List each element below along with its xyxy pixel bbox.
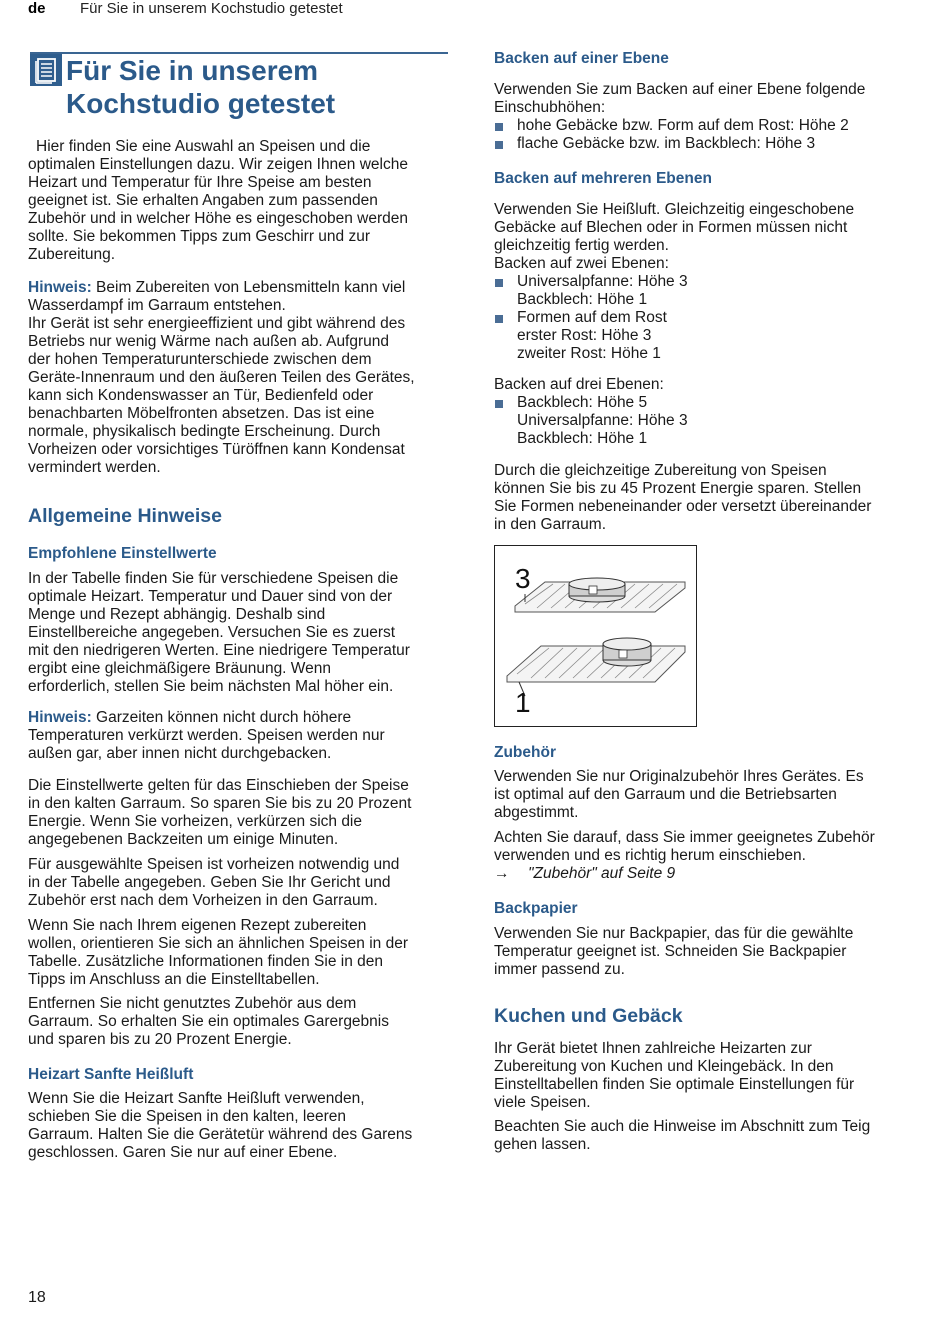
drei-ebenen-bullet-list [494, 394, 918, 448]
ebene-paragraph [494, 81, 918, 117]
text-line: Gebäcke auf Blechen oder in Formen müssen nicht [494, 219, 848, 236]
text-line: in der Tabelle angegeben. Geben Sie Ihr Gericht und [28, 874, 391, 891]
text-line: Verwenden Sie Heißluft. Gleichzeitig eingeschobene [494, 201, 855, 218]
text-line: ergibt eine gleichmäßigere Bräunung. Wenn [28, 660, 332, 677]
page-number: 18 [28, 1289, 46, 1306]
running-title: Für Sie in unserem Kochstudio getestet [80, 0, 343, 17]
text-line: Garraum. Halten Sie die Gerätetür während des Garens [28, 1126, 413, 1143]
text-line: Vorheizen oder vorsichtiges Türöffnen kann Kondensat [28, 441, 405, 458]
text-line: in den kalten Garraum. So sparen Sie bis zu 20 Prozent [28, 795, 412, 812]
text-line: Formen auf dem Rost [517, 309, 667, 326]
kuchen-paragraph [494, 1040, 918, 1112]
paragraph-eigenes-rezept [28, 917, 448, 989]
text-line: Backblech: Höhe 5 [517, 394, 648, 411]
text-line: Zubereitung von Kuchen und Kleingebäck. In den [494, 1058, 834, 1075]
text-line: Tipps im Anschluss an die Einstelltabellen. [28, 971, 320, 988]
text-line: können Sie bis zu 45 Prozent Energie sparen. Stellen [494, 480, 862, 497]
right-column [494, 0, 918, 1153]
bullet-icon [495, 400, 503, 408]
list-item [494, 309, 918, 363]
text-line: Betriebs nur wenig Wärme nach außen ab. Aufgrund [28, 333, 390, 350]
text-line: zweiter Rost: Höhe 1 [517, 345, 661, 362]
text-line: Menge und Rezept abhängig. Deshalb sind [28, 606, 326, 623]
text-line: Energie. Wenn Sie vorheizen, verkürzen sich die [28, 813, 362, 830]
hint-energy [28, 279, 448, 477]
paragraph-einstellwerte [28, 777, 448, 849]
text-line: ist optimal auf den Garraum und die Betriebsarten [494, 786, 837, 803]
subheading-backen-mehrere-ebenen: Backen auf mehreren Ebenen [494, 170, 712, 187]
cross-reference-text[interactable]: "Zubehör" auf Seite 9 [528, 865, 676, 882]
text-line: Einstelltabellen finden Sie optimale Einstellungen für [494, 1076, 855, 1093]
empfohlene-paragraph [28, 570, 448, 696]
text-line: Zubehör erst nach dem Vorheizen in den Garraum. [28, 892, 378, 909]
bullet-icon [495, 123, 503, 131]
text-line: Backblech: Höhe 1 [517, 430, 648, 447]
subheading-backen-einer-ebene: Backen auf einer Ebene [494, 50, 669, 67]
text-line: abgestimmt. [494, 804, 579, 821]
achten-paragraph [494, 829, 918, 865]
beachten-paragraph [494, 1118, 918, 1154]
text-line: der hohen Temperaturunterschiede zwischen dem [28, 351, 372, 368]
text-line: erster Rost: Höhe 3 [517, 327, 652, 344]
text-line: schieben Sie die Speisen in den kalten, leeren [28, 1108, 346, 1125]
upper-pan-icon [569, 578, 625, 602]
text-line: Ihr Gerät ist sehr energieeffizient und gibt während des [28, 315, 406, 332]
language-code: de [28, 0, 46, 17]
paragraph-zubehoer-entfernen [28, 995, 448, 1049]
text-line: Achten Sie darauf, dass Sie immer geeignetes Zubehör [494, 829, 875, 846]
text-line: Backblech: Höhe 1 [517, 291, 648, 308]
text-line: Backen auf zwei Ebenen: [494, 255, 669, 272]
text-line: optimalen Einstellungen dazu. Wir zeigen Ihnen welche [28, 156, 408, 173]
text-line: kann sich Kondenswasser an Tür, Bedienfeld oder [28, 387, 374, 404]
text-line: Universalpfanne: Höhe 3 [517, 412, 688, 429]
text-line: Wasserdampf im Garraum entstehen. [28, 297, 286, 314]
text-line: Tabelle. Zusätzliche Informationen finden Sie in den [28, 953, 383, 970]
energie-paragraph [494, 462, 918, 534]
text-line: in den Garraum. [494, 516, 606, 533]
hint-garzeiten [28, 709, 448, 763]
oven-rack-illustration [494, 545, 697, 727]
text-line: geschlossen. Garen Sie nur auf einer Ebene. [28, 1144, 338, 1161]
text-line: Durch die gleichzeitige Zubereitung von Speisen [494, 462, 827, 479]
intro-paragraph [28, 138, 448, 264]
list-item [494, 273, 918, 309]
text-line: Geräte-Innenraum und den äußeren Teilen des Gerätes, [28, 369, 415, 386]
text-line: gleichzeitig fertig werden. [494, 237, 669, 254]
text-line: Temperatur geeignet ist. Schneiden Sie Backpapier [494, 943, 847, 960]
text-line: wollen, orientieren Sie sich an ähnlichen Speisen in der [28, 935, 408, 952]
text-line: außen gar, aber innen nicht durchgebacken. [28, 745, 332, 762]
hint-label: Hinweis: [28, 279, 92, 296]
text-line: In der Tabelle finden Sie für verschiedene Speisen die [28, 570, 399, 587]
text-line: verwenden und es richtig herum einschieben. [494, 847, 806, 864]
text-line: Verwenden Sie nur Backpapier, das für die gewählte [494, 925, 854, 942]
text-line: Verwenden Sie nur Originalzubehör Ihres Gerätes. Es [494, 768, 864, 785]
text-line: Entfernen Sie nicht genutztes Zubehör aus dem [28, 995, 357, 1012]
subheading-heizart-sanfte-heissluft: Heizart Sanfte Heißluft [28, 1066, 194, 1083]
subheading-empfohlene-einstellwerte: Empfohlene Einstellwerte [28, 545, 217, 562]
text-line: und sparen bis zu 20 Prozent Energie. [28, 1031, 292, 1048]
section-title-kuchen-und-gebaeck: Kuchen und Gebäck [494, 1005, 683, 1027]
subheading-backpapier: Backpapier [494, 900, 578, 917]
text-line: hohe Gebäcke bzw. Form auf dem Rost: Höhe 2 [517, 117, 849, 134]
text-line: gehen lassen. [494, 1136, 591, 1153]
bullet-icon [495, 141, 503, 149]
arrow-right-icon: → [494, 865, 510, 882]
text-line: angegebenen Backzeiten um einige Minuten. [28, 831, 339, 848]
text-line: viele Speisen. [494, 1094, 591, 1111]
list-item [494, 135, 918, 153]
text-line: erforderlich, stellen Sie beim nächsten Mal höher ein. [28, 678, 394, 695]
text-line: Garraum. So erhalten Sie ein optimales Garergebnis [28, 1013, 389, 1030]
text-line: Ihr Gerät bietet Ihnen zahlreiche Heizarten zur [494, 1040, 812, 1057]
text-line: Wenn Sie nach Ihrem eigenen Rezept zubereiten [28, 917, 367, 934]
shelf-label-1: 1 [515, 687, 531, 718]
lower-pan-icon [603, 638, 651, 666]
ebene-bullet-list [494, 117, 918, 153]
bullet-icon [495, 315, 503, 323]
mehrere-paragraph [494, 201, 918, 273]
zwei-ebenen-bullet-list [494, 273, 918, 363]
text-line: Temperaturen verkürzt werden. Speisen werden nur [28, 727, 385, 744]
text-line: Einstellbereiche angegeben. Versuchen Sie es zuerst [28, 624, 396, 641]
hint-label: Hinweis: [28, 709, 92, 726]
cross-reference-link[interactable] [494, 865, 918, 883]
text-line: immer passend zu. [494, 961, 625, 978]
chapter-title-line: Für Sie in unserem [66, 55, 319, 86]
subheading-zubehoer: Zubehör [494, 744, 556, 761]
text-line: Beachten Sie auch die Hinweise im Abschnitt zum Teig [494, 1118, 871, 1135]
text-line: Heizart und Temperatur für Ihre Speise am besten [28, 174, 372, 191]
text-line: Verwenden Sie zum Backen auf einer Ebene folgende [494, 81, 866, 98]
text-line: optimale Heizart. Temperatur und Dauer sind von der [28, 588, 393, 605]
text-line: Beim Zubereiten von Lebensmitteln kann viel [91, 279, 406, 296]
text-line: flache Gebäcke bzw. im Backblech: Höhe 3 [517, 135, 816, 152]
text-line: Zubereitung. [28, 246, 116, 263]
text-line: geeignet ist. Sie erhalten Angaben zum passenden [28, 192, 378, 209]
section-title-allgemeine-hinweise: Allgemeine Hinweise [28, 505, 222, 527]
text-line: Hier finden Sie eine Auswahl an Speisen und die [36, 138, 371, 155]
heizart-paragraph [28, 1090, 448, 1162]
backpapier-paragraph [494, 925, 918, 979]
chapter-title-line: Kochstudio getestet [66, 88, 336, 119]
paragraph-vorheizen [28, 856, 448, 910]
text-line: Einschubhöhen: [494, 99, 606, 116]
text-line: Wenn Sie die Heizart Sanfte Heißluft verwenden, [28, 1090, 365, 1107]
text-line: Zubehör und in welcher Höhe es eingeschoben werden [28, 210, 408, 227]
text-line: benachbarten Möbelfronten absetzen. Das ist eine [28, 405, 375, 422]
text-line: Garzeiten können nicht durch höhere [91, 709, 352, 726]
lower-rack [507, 646, 685, 682]
list-item [494, 394, 918, 448]
text-line: normale, physikalisch bedingte Erscheinung. Durch [28, 423, 381, 440]
text-line: sollte. Sie bekommen Tipps zum Geschirr und zur [28, 228, 370, 245]
bullet-icon [495, 279, 503, 287]
text-line: Sie Formen nebeneinander oder versetzt übereinander [494, 498, 872, 515]
shelf-label-3: 3 [515, 563, 531, 594]
text-line: Universalpfanne: Höhe 3 [517, 273, 688, 290]
text-line: Die Einstellwerte gelten für das Einschieben der Speise [28, 777, 409, 794]
chapter-title [38, 54, 335, 120]
drei-ebenen-intro: Backen auf drei Ebenen: [494, 376, 664, 393]
list-item [494, 117, 918, 135]
zubehoer-paragraph [494, 768, 918, 822]
text-line: vermindert werden. [28, 459, 161, 476]
text-line: mit den niedrigeren Werten. Eine niedrigere Temperatur [28, 642, 410, 659]
text-line: Für ausgewählte Speisen ist vorheizen notwendig und [28, 856, 400, 873]
